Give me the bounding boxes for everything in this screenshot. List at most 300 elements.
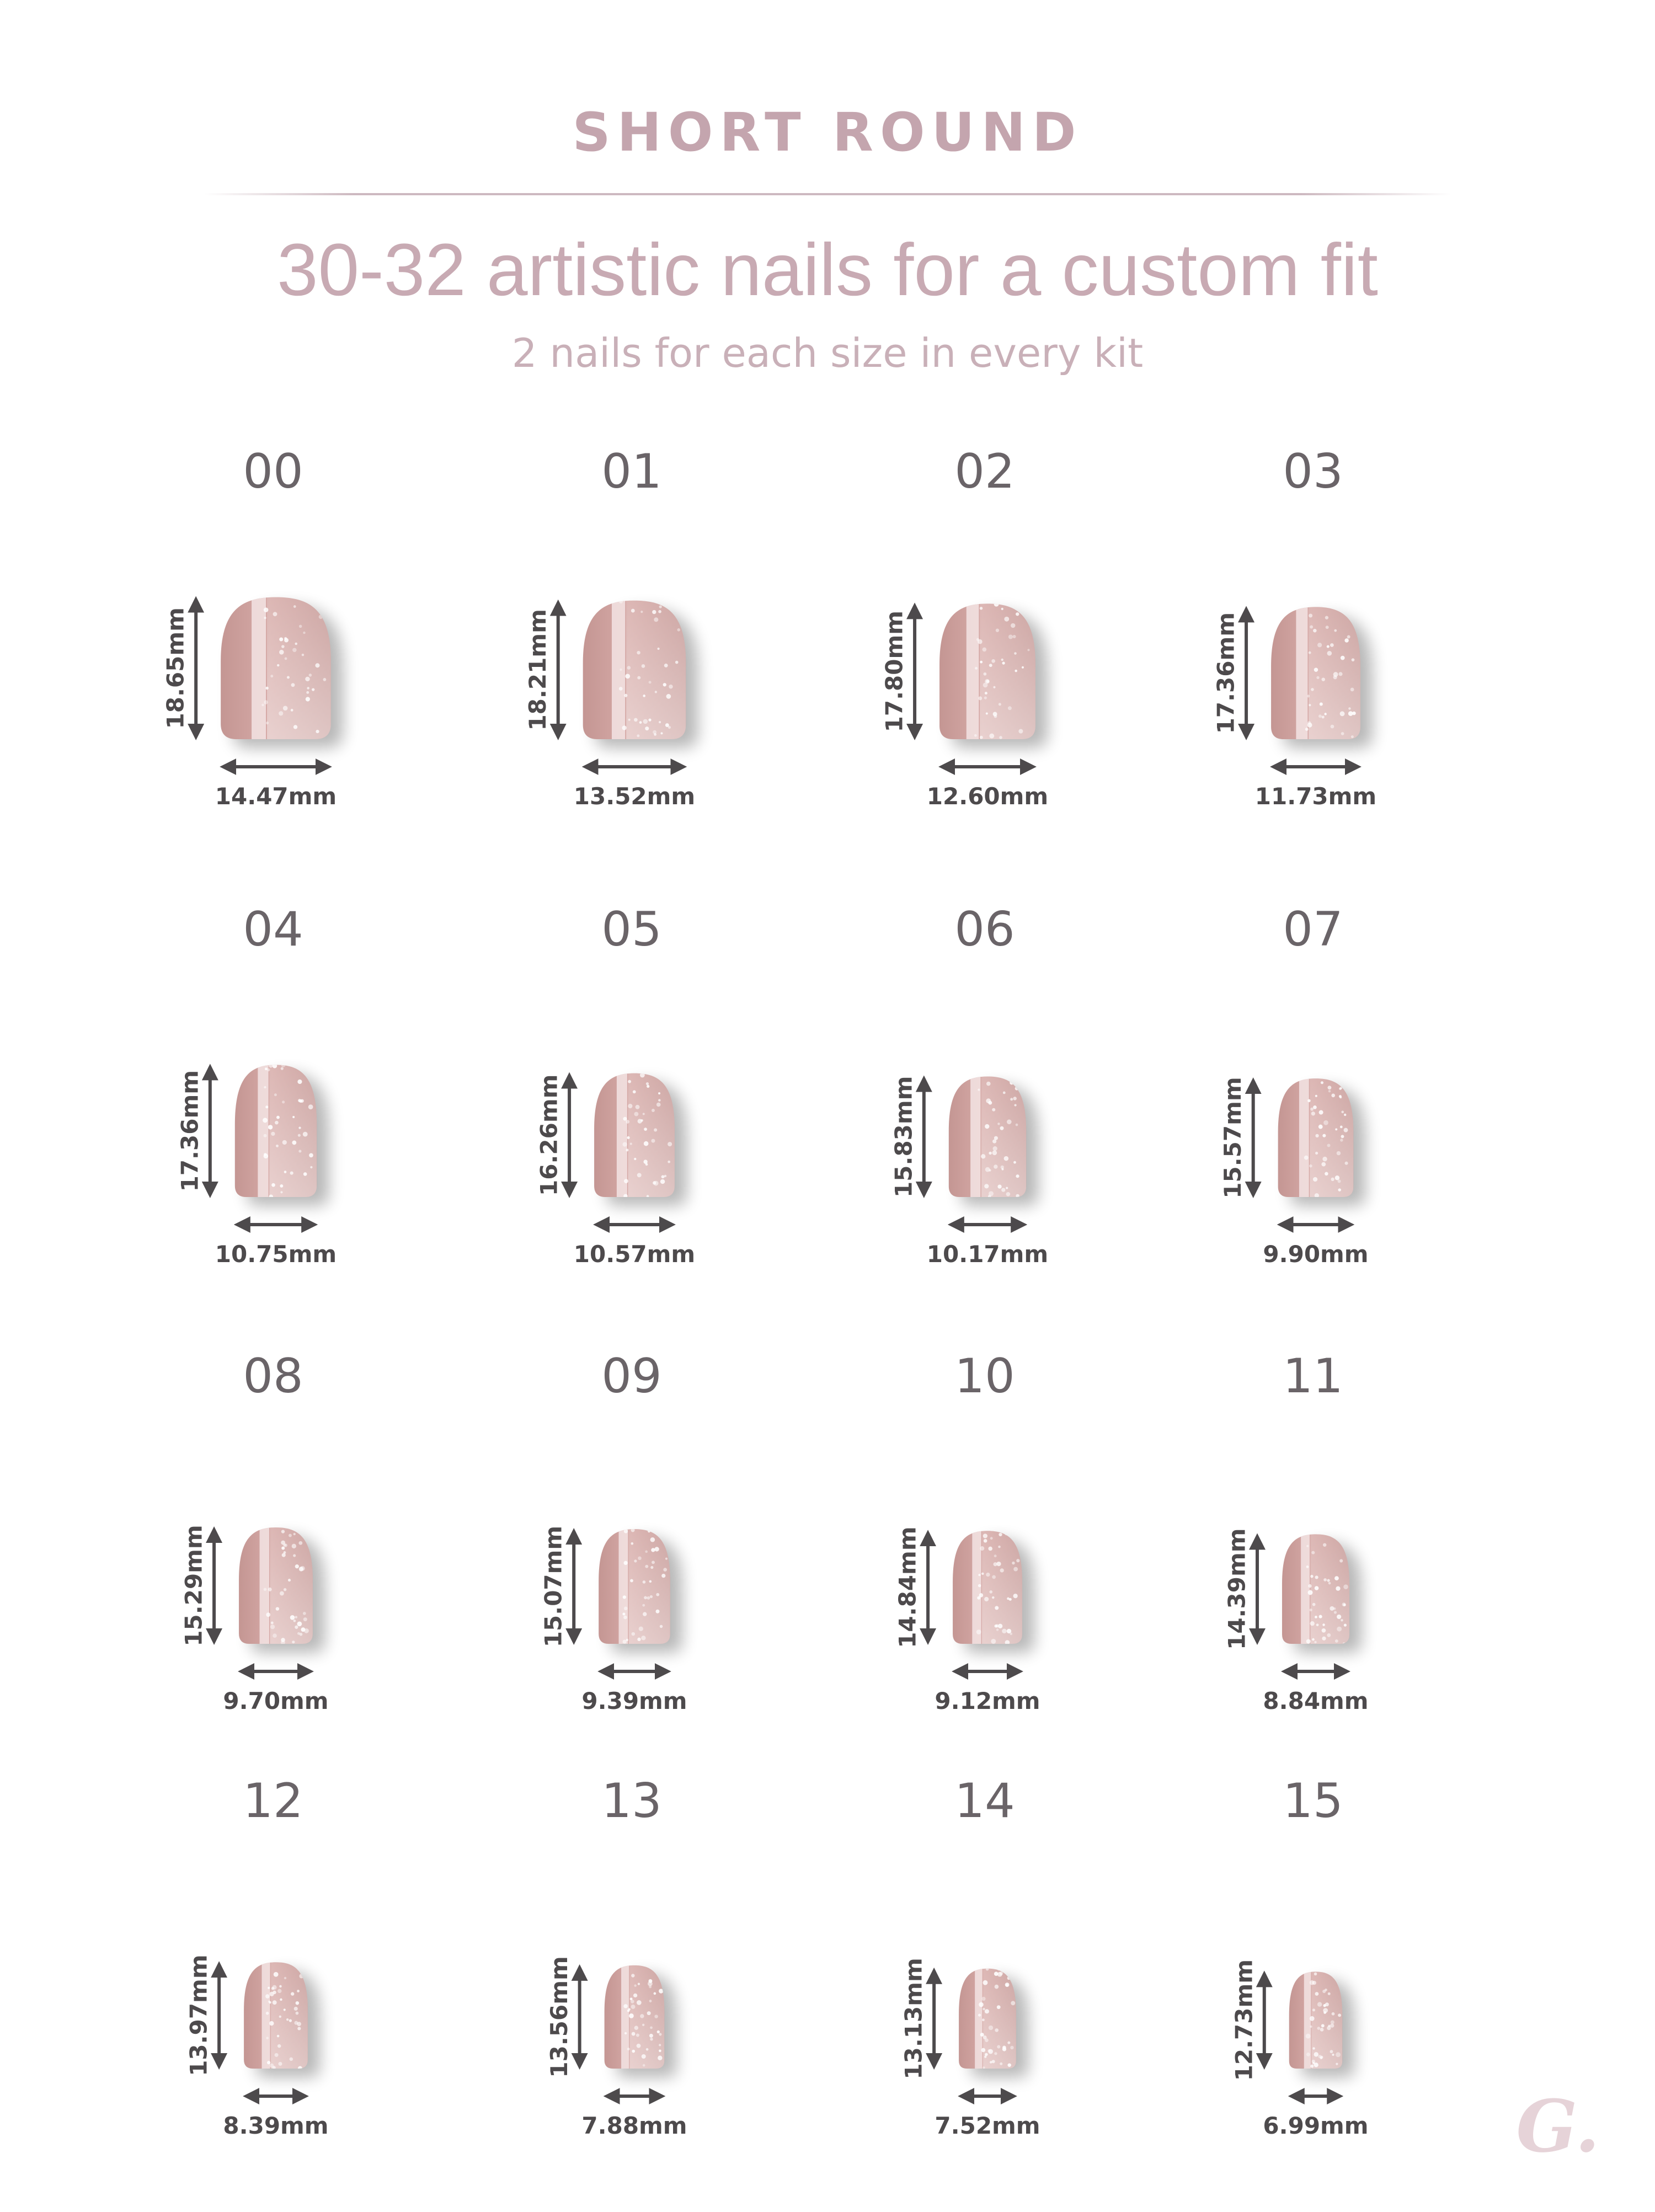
length-label: 18.21mm [524, 609, 552, 731]
length-label: 12.73mm [1230, 1959, 1258, 2081]
glitter-dot [284, 2008, 286, 2011]
glitter-dot [1341, 1111, 1344, 1114]
nail-diagram [1222, 1771, 1553, 2212]
glitter-dot [986, 1082, 991, 1086]
glitter-dot [1323, 1543, 1326, 1546]
glitter-dot [1336, 2052, 1341, 2057]
glitter-dot [279, 2016, 281, 2018]
glitter-dot [1334, 629, 1337, 632]
glitter-dot [269, 1992, 274, 1996]
glitter-dot [980, 661, 983, 664]
glitter-dot [1311, 1551, 1315, 1554]
glitter-dot [648, 718, 651, 721]
glitter-dot [1001, 1188, 1005, 1192]
glitter-dot [1016, 1174, 1019, 1178]
glitter-dot [660, 732, 663, 734]
glitter-dot [299, 1567, 303, 1571]
glitter-dot [281, 1063, 286, 1067]
glitter-dot [650, 2038, 653, 2040]
glitter-dot [1341, 1135, 1344, 1138]
glitter-dot [1317, 643, 1322, 647]
glitter-dot [654, 1992, 656, 1995]
glitter-dot [642, 1604, 645, 1607]
glitter-dot [1310, 2065, 1314, 2068]
glitter-dot [1013, 1594, 1017, 1598]
glitter-dot [1000, 1971, 1003, 1975]
glitter-dot [1310, 2026, 1312, 2028]
glitter-dot [303, 1617, 307, 1621]
glitter-dot [273, 1064, 277, 1068]
glitter-dot [643, 1113, 645, 1115]
glitter-dot [300, 1633, 303, 1636]
glitter-dot [1307, 1099, 1311, 1103]
glitter-dot [280, 1184, 283, 1188]
glitter-dot [649, 1580, 652, 1583]
glitter-dot [279, 711, 283, 715]
glitter-dot [666, 694, 671, 699]
length-label: 15.29mm [180, 1525, 207, 1647]
glitter-dot [265, 687, 269, 690]
nail-shimmer [269, 1065, 317, 1197]
glitter-dot [644, 1128, 647, 1131]
glitter-dot [997, 1123, 1000, 1125]
glitter-dot [1310, 626, 1313, 629]
glitter-dot [281, 645, 285, 648]
glitter-dot [1326, 626, 1329, 629]
glitter-dot [1330, 2023, 1334, 2027]
glitter-dot [309, 1153, 313, 1158]
length-label: 13.56mm [546, 1956, 573, 2078]
nail-diagram [541, 1771, 872, 2212]
glitter-dot [627, 666, 631, 670]
glitter-dot [649, 681, 652, 683]
glitter-dot [1311, 688, 1314, 691]
glitter-dot [664, 1537, 668, 1542]
glitter-dot [284, 1588, 286, 1591]
glitter-dot [986, 1573, 990, 1577]
glitter-dot [976, 638, 979, 641]
glitter-dot [1335, 1128, 1337, 1130]
glitter-dot [646, 1082, 649, 1085]
glitter-dot [1002, 662, 1005, 665]
glitter-dot [1315, 1992, 1319, 1996]
glitter-dot [1310, 1108, 1314, 1111]
glitter-dot [995, 1606, 999, 1610]
glitter-dot [634, 2026, 638, 2029]
glitter-dot [646, 2048, 649, 2051]
glitter-dot [290, 2058, 293, 2061]
glitter-dot [1327, 645, 1330, 648]
glitter-dot [1017, 1083, 1021, 1088]
glitter-dot [1323, 1120, 1328, 1125]
glitter-dot [1007, 1629, 1011, 1633]
width-label: 10.57mm [573, 1241, 696, 1268]
glitter-dot [1322, 1157, 1327, 1161]
glitter-dot [1330, 1606, 1334, 1611]
glitter-dot [625, 674, 630, 678]
glitter-dot [1306, 1566, 1309, 1568]
glitter-dot [664, 1175, 666, 1177]
glitter-dot [641, 1636, 645, 1640]
glitter-dot [1322, 1623, 1325, 1626]
glitter-dot [1016, 612, 1019, 616]
glitter-dot [669, 685, 672, 688]
glitter-dot [1324, 713, 1326, 715]
glitter-dot [1312, 1603, 1316, 1606]
glitter-dot [1310, 1621, 1315, 1626]
size-number: 01 [601, 444, 662, 499]
glitter-dot [1327, 1144, 1330, 1147]
glitter-dot [279, 638, 283, 642]
glitter-dot [638, 1119, 642, 1123]
glitter-dot [292, 1141, 296, 1145]
size-number: 10 [954, 1349, 1015, 1404]
glitter-dot [278, 2062, 282, 2066]
glitter-dot [1341, 656, 1345, 660]
glitter-dot [619, 600, 623, 603]
size-number: 00 [243, 444, 303, 499]
glitter-dot [631, 1528, 634, 1532]
glitter-dot [1011, 623, 1015, 628]
glitter-dot [1001, 1168, 1003, 1170]
glitter-dot [983, 1980, 988, 1985]
glitter-dot [1307, 723, 1312, 728]
glitter-dot [1004, 1156, 1009, 1161]
glitter-dot [996, 1628, 999, 1631]
glitter-dot [649, 2000, 652, 2002]
glitter-dot [297, 1621, 302, 1626]
glitter-dot [654, 2015, 658, 2018]
nail-size-card [182, 1346, 513, 1787]
glitter-dot [996, 629, 999, 632]
glitter-dot [1002, 1629, 1007, 1634]
glitter-dot [993, 1562, 997, 1566]
glitter-dot [995, 2028, 999, 2032]
length-label: 17.36mm [176, 1070, 204, 1192]
glitter-dot [640, 611, 643, 613]
glitter-dot [281, 1067, 284, 1070]
glitter-dot [266, 1612, 270, 1617]
glitter-dot [623, 1561, 627, 1565]
nail-shimmer [980, 603, 1035, 739]
glitter-dot [986, 680, 989, 683]
glitter-dot [637, 2044, 641, 2048]
glitter-dot [1317, 2002, 1322, 2007]
glitter-dot [622, 1612, 625, 1615]
glitter-dot [292, 648, 297, 653]
nail-size-card [1212, 441, 1553, 883]
glitter-dot [295, 643, 297, 645]
glitter-dot [661, 1574, 665, 1578]
glitter-dot [984, 1184, 989, 1188]
glitter-dot [290, 1615, 295, 1620]
glitter-dot [271, 1132, 275, 1136]
glitter-dot [287, 676, 290, 678]
nail-shimmer [981, 1077, 1026, 1197]
nail-size-card [524, 441, 872, 883]
glitter-dot [303, 632, 305, 634]
glitter-dot [1336, 2063, 1338, 2065]
glitter-dot [645, 726, 649, 730]
glitter-dot [297, 1966, 302, 1971]
glitter-dot [623, 2004, 628, 2008]
nail-size-card [162, 441, 513, 883]
nail-diagram [182, 1346, 513, 1787]
glitter-dot [994, 2052, 997, 2055]
size-number: 11 [1283, 1349, 1343, 1404]
glitter-dot [668, 1142, 672, 1146]
glitter-dot [627, 1136, 629, 1139]
glitter-dot [1339, 1095, 1342, 1098]
size-number: 03 [1283, 444, 1343, 499]
glitter-dot [1313, 1177, 1317, 1182]
nail-highlight-stripe [621, 1965, 629, 2069]
glitter-dot [657, 648, 659, 650]
glitter-dot [309, 674, 312, 677]
glitter-dot [1323, 2008, 1328, 2013]
glitter-dot [1312, 2047, 1315, 2049]
width-label: 7.88mm [581, 2112, 687, 2139]
glitter-dot [280, 1591, 284, 1596]
glitter-dot [280, 1191, 282, 1193]
glitter-dot [282, 1553, 286, 1557]
glitter-dot [1007, 2063, 1011, 2067]
glitter-dot [624, 1179, 628, 1183]
glitter-dot [1315, 1616, 1317, 1618]
glitter-dot [650, 2026, 653, 2029]
glitter-dot [980, 736, 983, 739]
glitter-dot [1016, 1124, 1018, 1126]
glitter-dot [1336, 1586, 1340, 1591]
glitter-dot [274, 1972, 279, 1977]
glitter-dot [1317, 2027, 1320, 2030]
glitter-dot [298, 1127, 301, 1129]
glitter-dot [264, 1153, 267, 1156]
glitter-dot [298, 1541, 302, 1545]
glitter-dot [1313, 1105, 1317, 1109]
size-number: 15 [1283, 1773, 1343, 1829]
glitter-dot [274, 1093, 277, 1096]
glitter-dot [1316, 1623, 1319, 1626]
width-label: 14.47mm [215, 783, 337, 810]
glitter-dot [981, 1573, 984, 1575]
nail-diagram [1212, 441, 1553, 883]
glitter-dot [987, 2049, 990, 2052]
glitter-dot [1315, 1586, 1319, 1590]
nail-diagram [176, 899, 513, 1340]
glitter-dot [994, 1625, 997, 1628]
glitter-dot [1325, 616, 1328, 619]
glitter-dot [981, 1997, 985, 2001]
glitter-dot [285, 658, 287, 660]
glitter-dot [296, 2012, 299, 2015]
glitter-dot [647, 1085, 649, 1088]
glitter-dot [1315, 1095, 1317, 1097]
glitter-dot [981, 1154, 985, 1158]
glitter-dot [983, 682, 988, 687]
glitter-dot [292, 1641, 295, 1643]
nail-size-card [541, 1346, 872, 1787]
glitter-dot [266, 722, 269, 724]
glitter-dot [645, 1551, 648, 1553]
glitter-dot [634, 1158, 636, 1160]
nail-highlight-stripe [972, 1531, 981, 1644]
glitter-dot [1314, 2052, 1318, 2056]
glitter-dot [1334, 1611, 1337, 1613]
glitter-dot [270, 2064, 274, 2068]
glitter-dot [308, 1104, 313, 1109]
glitter-dot [985, 2038, 989, 2042]
glitter-dot [1004, 617, 1009, 622]
nail-size-card [535, 899, 872, 1340]
glitter-dot [1339, 1559, 1343, 1563]
glitter-dot [1306, 2034, 1311, 2039]
glitter-dot [291, 709, 293, 712]
glitter-dot [312, 688, 314, 691]
glitter-dot [654, 733, 656, 736]
glitter-dot [1318, 714, 1322, 718]
size-number: 04 [243, 902, 303, 957]
glitter-dot [1320, 702, 1323, 706]
glitter-dot [623, 1640, 627, 1644]
glitter-dot [299, 1099, 302, 1103]
glitter-dot [995, 1985, 999, 1989]
nail-highlight-stripe [617, 1073, 627, 1197]
glitter-dot [1304, 1156, 1309, 1160]
glitter-dot [636, 1105, 640, 1109]
glitter-dot [1321, 1162, 1326, 1167]
glitter-dot [984, 697, 987, 699]
glitter-dot [1322, 1134, 1326, 1137]
glitter-dot [1344, 638, 1348, 642]
glitter-dot [626, 1148, 628, 1151]
glitter-dot [645, 1163, 648, 1166]
glitter-dot [1337, 1615, 1341, 1619]
nail-shimmer [629, 1965, 664, 2069]
glitter-dot [656, 1610, 660, 1613]
glitter-dot [633, 1994, 637, 1997]
glitter-dot [638, 1983, 640, 1985]
nail-diagram [541, 1346, 872, 1787]
nail-shimmer [629, 1529, 670, 1644]
size-number: 14 [954, 1773, 1015, 1829]
glitter-dot [984, 672, 987, 676]
glitter-dot [297, 1990, 300, 1992]
glitter-dot [663, 683, 666, 686]
glitter-dot [659, 2049, 661, 2052]
glitter-dot [989, 664, 992, 667]
glitter-dot [999, 1533, 1002, 1536]
width-label: 6.99mm [1263, 2112, 1369, 2139]
glitter-dot [1005, 1532, 1008, 1536]
nail-highlight-stripe [967, 603, 979, 739]
glitter-dot [301, 597, 304, 600]
glitter-dot [1318, 1125, 1323, 1129]
glitter-dot [1347, 635, 1350, 639]
glitter-dot [1312, 2008, 1315, 2011]
glitter-dot [643, 1580, 646, 1584]
width-label: 8.39mm [223, 2112, 329, 2139]
nail-diagram [524, 441, 872, 883]
glitter-dot [1337, 1151, 1341, 1155]
glitter-dot [983, 1534, 987, 1538]
glitter-dot [978, 2013, 981, 2016]
glitter-dot [281, 1530, 285, 1533]
glitter-dot [265, 1067, 268, 1070]
nail-diagram [880, 441, 1225, 883]
glitter-dot [652, 610, 656, 614]
glitter-dot [277, 2035, 280, 2038]
glitter-dot [656, 1593, 659, 1596]
glitter-dot [1013, 635, 1016, 638]
glitter-dot [318, 596, 322, 601]
length-label: 15.57mm [1219, 1077, 1247, 1199]
glitter-dot [295, 1564, 299, 1568]
glitter-dot [1310, 2016, 1315, 2021]
page-title: SHORT ROUND [572, 101, 1083, 163]
glitter-dot [289, 1534, 292, 1537]
glitter-dot [299, 625, 302, 628]
glitter-dot [631, 1974, 634, 1977]
glitter-dot [980, 2033, 984, 2037]
glitter-dot [626, 1120, 629, 1124]
glitter-dot [277, 2044, 281, 2048]
glitter-dot [263, 1118, 268, 1123]
width-label: 11.73mm [1254, 783, 1377, 810]
glitter-dot [1312, 1638, 1315, 1641]
glitter-dot [1321, 2024, 1325, 2027]
size-number: 12 [243, 1773, 303, 1829]
glitter-dot [673, 602, 677, 606]
glitter-dot [1000, 1126, 1003, 1130]
glitter-dot [642, 664, 645, 668]
glitter-dot [1350, 688, 1354, 692]
glitter-dot [1334, 1576, 1339, 1580]
width-label: 9.90mm [1263, 1241, 1369, 1268]
glitter-dot [658, 2056, 662, 2060]
nail-highlight-stripe [1301, 1534, 1310, 1644]
glitter-dot [992, 1146, 997, 1151]
glitter-dot [660, 1179, 665, 1184]
glitter-dot [650, 1537, 655, 1542]
glitter-dot [984, 2055, 986, 2058]
glitter-dot [276, 1116, 280, 1119]
glitter-dot [265, 1105, 268, 1108]
width-label: 10.17mm [926, 1241, 1049, 1268]
glitter-dot [264, 700, 268, 704]
glitter-dot [264, 617, 266, 619]
glitter-dot [650, 1566, 653, 1569]
glitter-dot [656, 1103, 661, 1107]
glitter-dot [1328, 1992, 1331, 1995]
glitter-dot [1344, 1114, 1346, 1116]
glitter-dot [272, 1985, 276, 1990]
glitter-dot [270, 675, 273, 677]
nail-diagram [162, 441, 513, 883]
glitter-dot [1309, 1164, 1312, 1168]
glitter-dot [293, 1620, 296, 1622]
glitter-dot [305, 677, 309, 681]
glitter-dot [637, 651, 640, 654]
glitter-dot [275, 2053, 279, 2057]
glitter-dot [1000, 2063, 1002, 2065]
glitter-dot [665, 1558, 668, 1560]
glitter-dot [663, 1568, 667, 1572]
glitter-dot [281, 1638, 285, 1642]
glitter-dot [1341, 732, 1344, 735]
glitter-dot [639, 1627, 643, 1631]
width-label: 9.39mm [581, 1687, 687, 1714]
